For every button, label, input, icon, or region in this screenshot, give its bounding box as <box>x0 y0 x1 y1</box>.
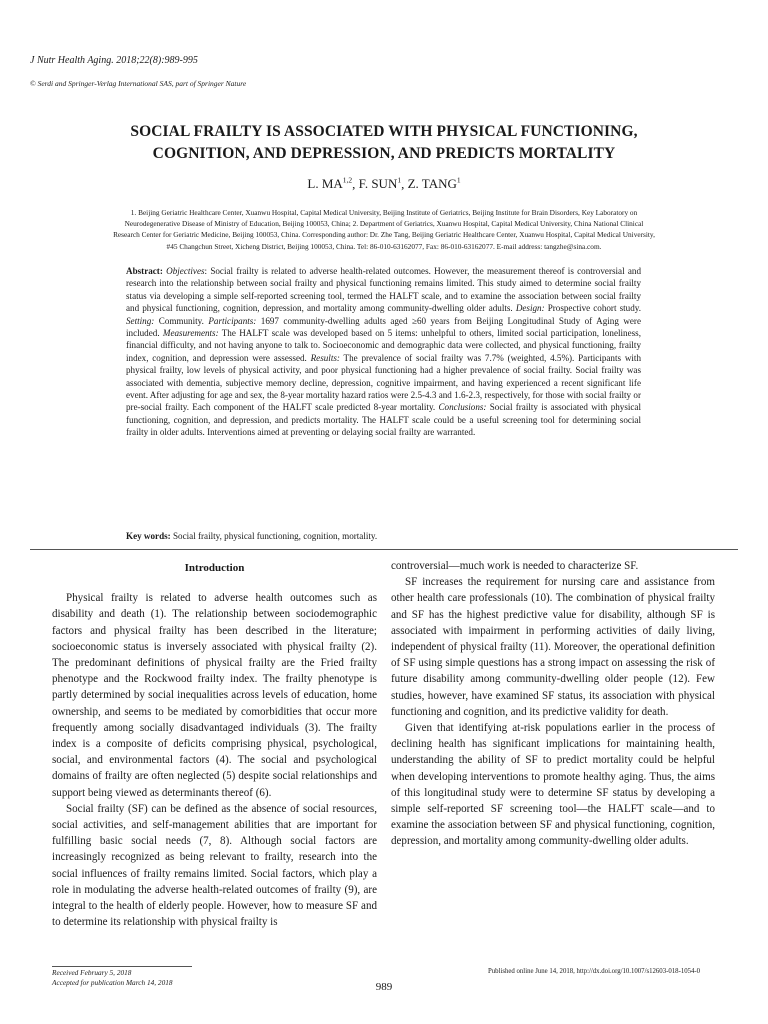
affiliation-line: 1. Beijing Geriatric Healthcare Center, Xuanwu Hospital, Capital Medical University, Beijing Institute of Geriatrics, Beijing Institute for Brain Disorders, Key Laboratory on <box>130 208 638 217</box>
setting-text: Community. <box>154 315 204 326</box>
published-online: Published online June 14, 2018, http://dx.doi.org/10.1007/s12603-018-1054-0 <box>488 968 701 975</box>
conclusions-label: Conclusions: <box>438 402 487 413</box>
measurements-text: The HALFT scale was developed based on 5 items: unhelpful to others, limited social participation, loneliness, financial difficulty, and not having anyone to talk to. Socioeconomic and demographic data were collected, and physical functioning, frailty index, cognition, and depression were assessed. <box>126 328 641 363</box>
paragraph: Given that identifying at-risk populations earlier in the process of declining health has significant implications for maintaining health, understanding the ability of SF to predict mortality could be helpful when developing interventions to promote healthy aging. Thus, the aims of this longitudinal study were to determine SF status by developing a simple self-reported SF screening tool—the HALFT scale—and to examine the association between SF and physical functioning, cognition, depression, and mortality among community-dwelling older adults. <box>391 722 715 848</box>
page-number: 989 <box>375 981 393 993</box>
paragraph: SF increases the requirement for nursing care and assistance from other health care professionals (10). The combination of physical frailty and SF has the highest predictive value for disability, although SF is associated with impairment in performing activities of daily living, independent of physical frailty (11). Moreover, the operational definition of SF using simple questions has a strong impact on assessing the risk of future disability among community-dwelling older people (12). Few studies, however, have examined SF status, its association with physical functioning and cognition, and its predictive validity for death. <box>391 576 715 718</box>
accepted-date: Accepted for publication March 14, 2018 <box>52 978 173 987</box>
title-line-1: SOCIAL FRAILTY IS ASSOCIATED WITH PHYSICAL FUNCTIONING, <box>130 123 638 140</box>
affiliation-line: Research Center for Geriatric Medicine, Beijing 100053, China. Corresponding author: Dr. Zhe Tang, Beijing Geriatric Healthcare Center, Xuanwu Hospital, Capital Medical University, <box>113 230 655 240</box>
measurements-label: Measurements: <box>162 328 219 339</box>
paper-title <box>40 121 728 165</box>
keywords-text: Social frailty, physical functioning, cognition, mortality. <box>170 531 378 541</box>
participants-label: Participants: <box>208 315 257 326</box>
design-label: Design: <box>515 303 545 314</box>
abstract-label: Abstract: <box>126 266 163 276</box>
paragraph: controversial—much work is needed to characterize SF. <box>391 560 639 572</box>
right-column <box>391 558 715 850</box>
author-2: F. SUN$^1$ <box>358 176 402 192</box>
affiliation-line: Neurodegenerative Disease of Ministry of Education, Beijing 100053, China; 2. Department of Geriatrics, Xuanwu Hospital, Capital Medical University, China National Clinical <box>124 219 644 229</box>
results-label: Results: <box>310 352 340 363</box>
author-3: Z. TANG$^1$ <box>407 176 461 192</box>
keywords <box>126 531 641 541</box>
footnote-divider <box>52 966 192 967</box>
paragraph: Physical frailty is related to adverse health outcomes such as disability and death (1). The relationship between sociodemographic factors and physical frailty has been described in the literature; socioeconomic status is inversely associated with physical frailty (2). The predominant definitions of physical frailty are the Fried frailty phenotype and the Rockwood frailty index. The frailty phenotype is partly determined by social inequalities across levels of education, home ownership, and seems to be mediated by comorbidities that occur more frequently among socially disadvantaged individuals (3). The frailty index is a composite of deficits comprising physical, psychological, social, and environmental factors (4). The social and psychological domains of frailty are often neglected (5) despite social relationships and support being viewed as determinants thereof (6). <box>52 592 377 799</box>
journal-citation: J Nutr Health Aging. 2018;22(8):989-995 <box>30 55 198 66</box>
author-list: L. MA$^{1,2}$, F. SUN$^1$, Z. TANG$^1$ <box>307 176 461 192</box>
setting-label: Setting: <box>126 315 155 326</box>
received-date: Received February 5, 2018 <box>52 968 132 977</box>
affiliation-line: #45 Changchun Street, Xicheng District, Beijing 100053, China. Tel: 86-010-63162077, Fax: 86-010-63162077. E-mail address: tangzhe@sina.com. <box>166 241 602 251</box>
copyright-notice: © Serdi and Springer-Verlag International SAS, part of Springer Nature <box>30 79 247 88</box>
title-line-2: COGNITION, AND DEPRESSION, AND PREDICTS MORTALITY <box>152 145 616 162</box>
keywords-label: Key words: <box>126 531 171 541</box>
conclusions-text: Social frailty is associated with physical functioning, cognition, and depression, and predicts mortality. The HALFT scale could be a useful screening tool for determining social frailty in older adults. Interventions aimed at preventing or delaying social frailty are warranted. <box>126 402 641 438</box>
section-heading: Introduction <box>184 562 245 574</box>
section-divider <box>30 549 738 550</box>
results-text: The prevalence of social frailty was 7.7% (weighted, 4.5%). Participants with physical frailty, low levels of physical activity, and poor physical functioning had a higher prevalence of social frailty. Social frailty was associated with dementia, subjective memory decline, depression, cognitive impairment, and having experienced a recent significant life event. After adjusting for age and sex, the 8-year mortality hazard ratios were 2.5-4.3 and 1.6-2.3, respectively, for those with social frailty or pre-social frailty. Each component of the HALFT scale predicted 8-year mortality. <box>126 352 641 413</box>
affiliations <box>50 207 718 252</box>
objectives-text: : Social frailty is related to adverse health-related outcomes. However, the measurement thereof is controversial and research into the relationship between social frailty and physical functioning remains limited. This study aimed to determine social frailty status via developing a simple self-reported screening tool, termed the HALFT scale, and to examine the association between social frailty and physical functioning, cognition, depression, and mortality among community-dwelling older adults. <box>126 266 641 314</box>
design-text: Prospective cohort study. <box>544 303 641 314</box>
objectives-label: Objectives <box>166 266 205 276</box>
paragraph: Social frailty (SF) can be defined as the absence of social resources, social activities, and self-management abilities that are important for fulfilling basic social needs (7, 8). Although social factors are increasingly recognized as being relevant to frailty, research into the social influences of frailty remains limited. Social factors, which play a role in modulating the adverse health-related outcomes of frailty (9), are integral to the health of elderly people. However, how to measure SF and to determine its relationship with physical frailty is <box>52 802 377 929</box>
abstract <box>126 265 641 439</box>
left-column <box>52 560 377 930</box>
participants-text: 1697 community-dwelling adults aged ≥60 years from Beijing Longitudinal Study of Aging were included. <box>126 315 641 339</box>
author-1: L. MA$^{1,2}$ <box>307 176 353 192</box>
